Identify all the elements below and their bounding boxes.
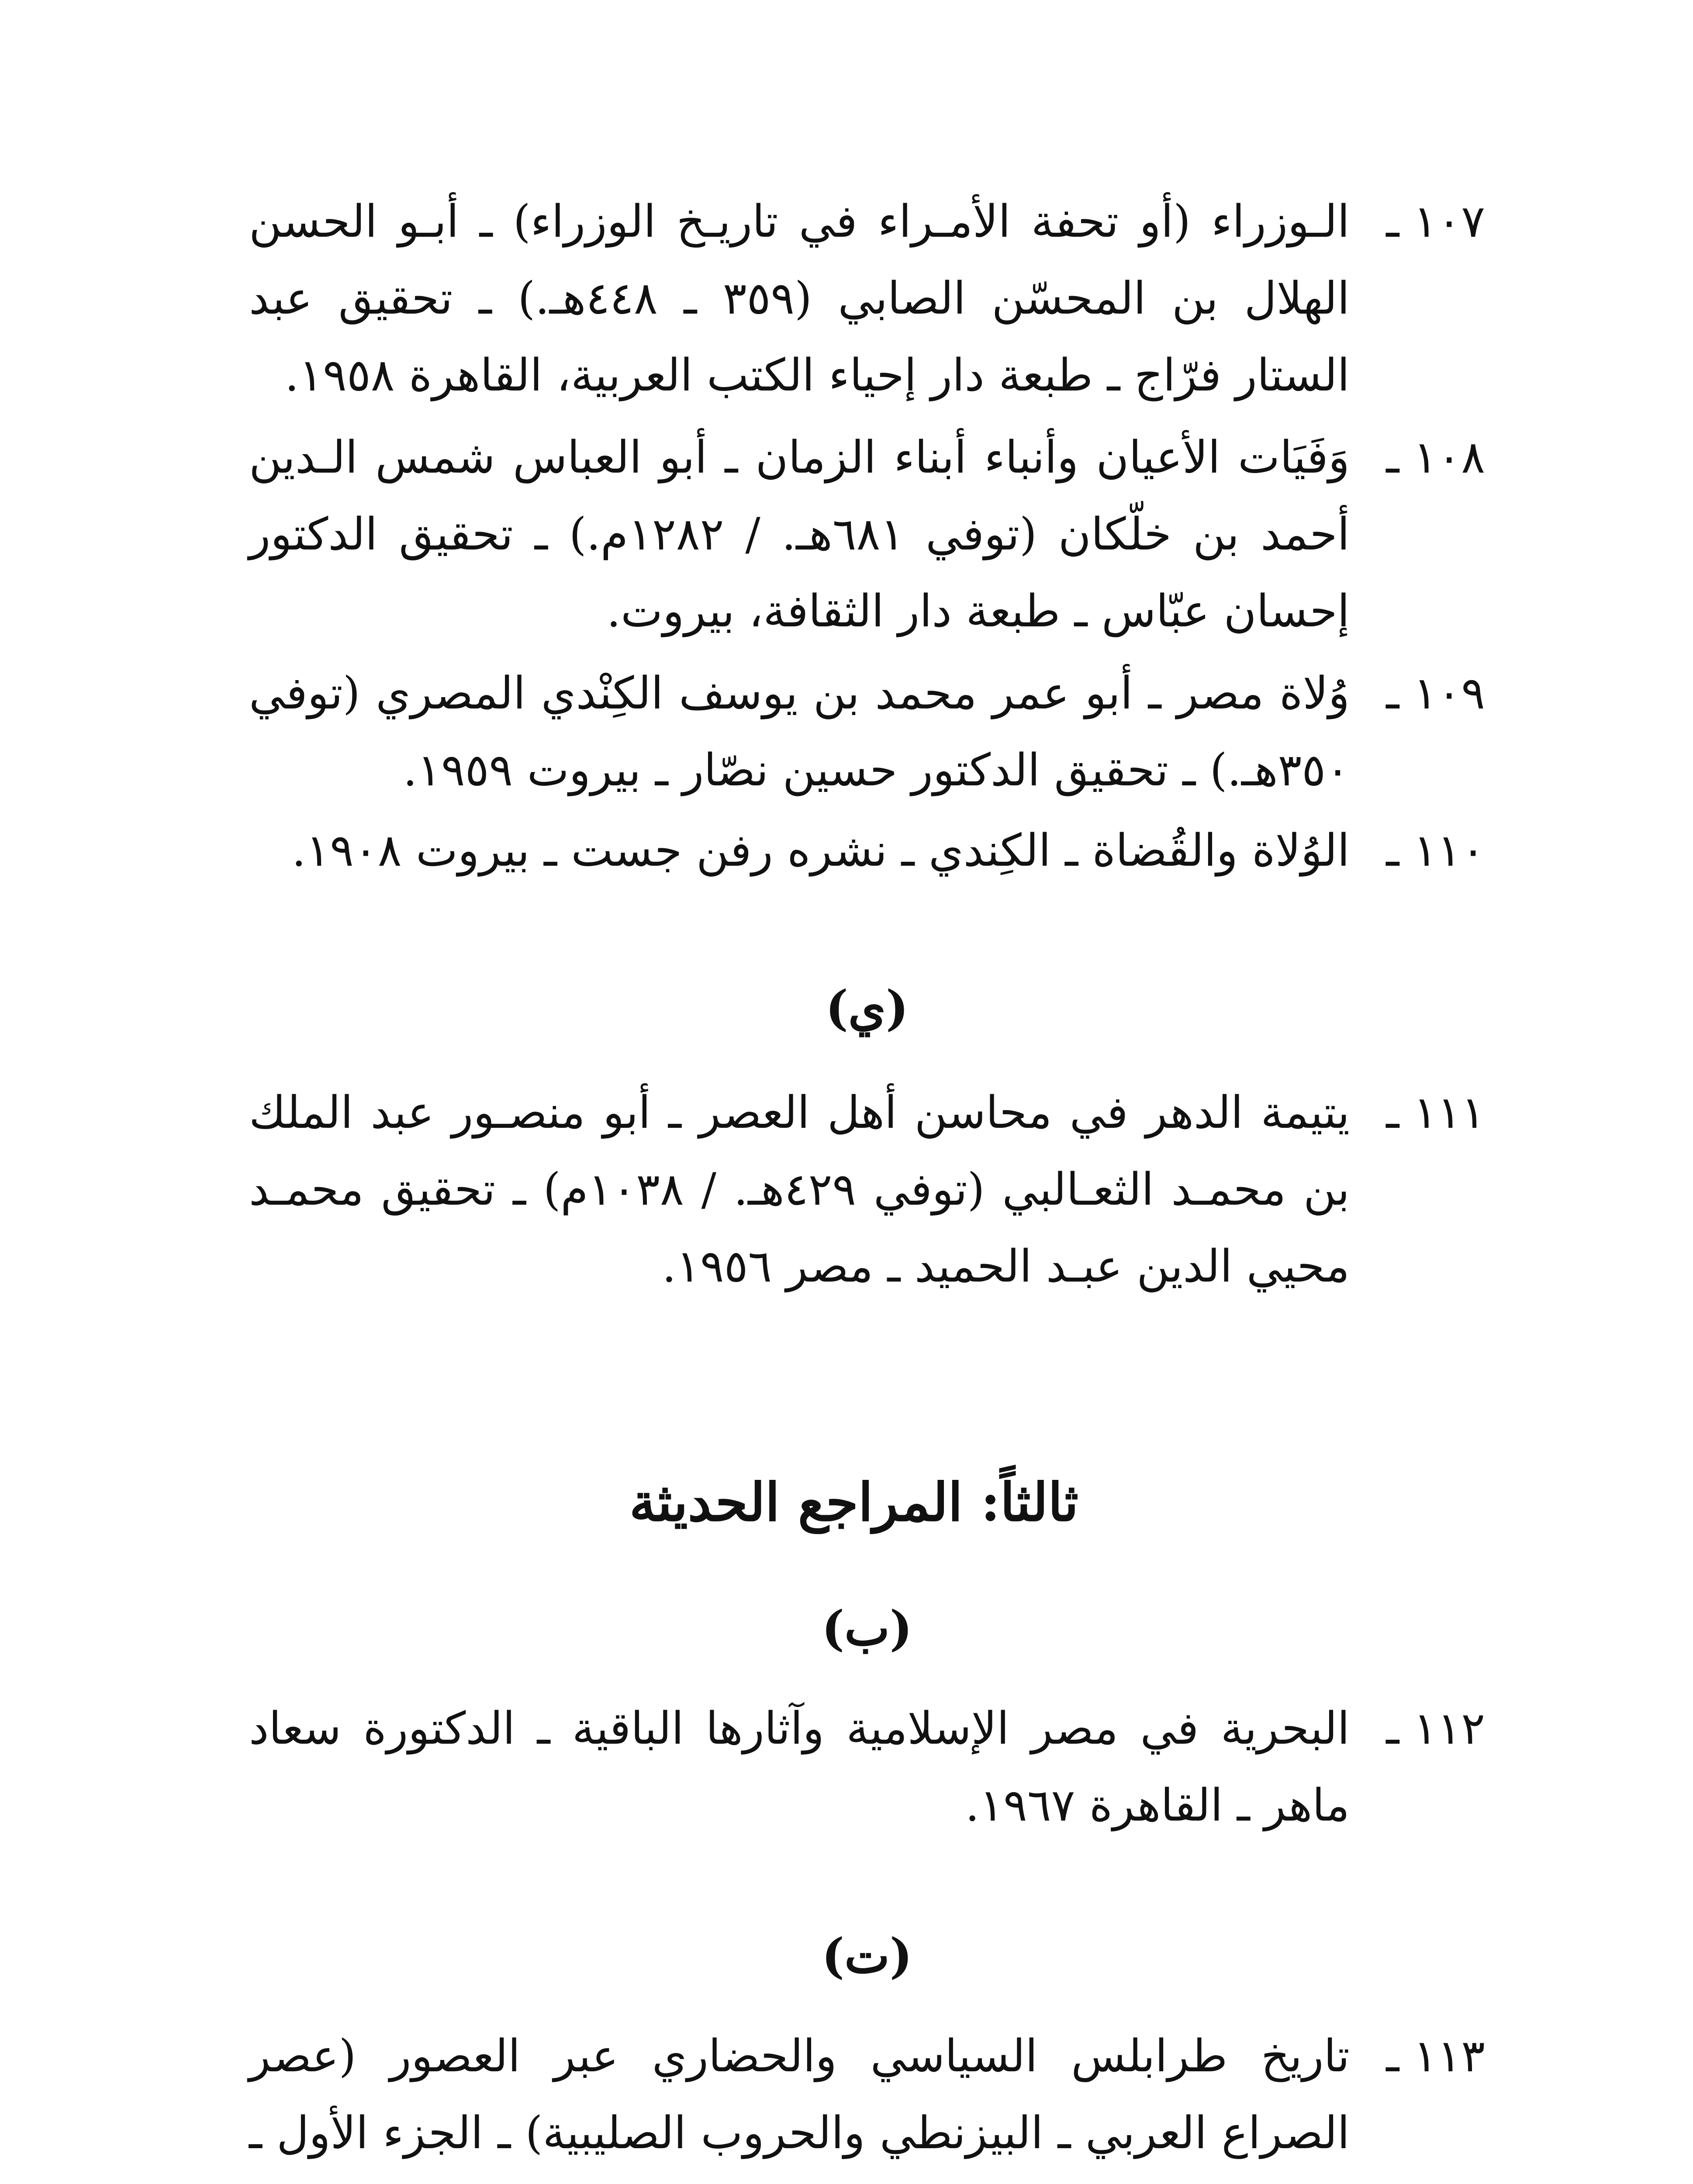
entry-number: ١٠٧ ـ — [1386, 196, 1485, 248]
entry-number: ١١١ ـ — [1386, 1087, 1485, 1139]
entry-111 — [249, 1075, 1485, 1305]
entry-number: ١٠٩ ـ — [1386, 667, 1485, 719]
entry-113 — [249, 2018, 1485, 2184]
entry-108 — [249, 419, 1485, 650]
page-content — [249, 183, 1485, 2184]
entry-text: الوُلاة والقُضاة ـ الكِندي ـ نشره رفن جست ـ بيروت ١٩٠٨. — [291, 825, 1350, 877]
entry-text: يتيمة الدهر في محاسن أهل العصر ـ أبو منصـور عبد الملك بن محمـد الثعـالبي (توفي ٤٢٩هـ. / ١٠٣٨م) ـ تحقيق محمـد محيي الدين عبـد الحميد ـ مصر ١٩٥٦. — [249, 1087, 1350, 1292]
entry-number: ١٠٨ ـ — [1386, 432, 1485, 484]
entry-text: تاريخ طرابلس السياسي والحضاري عبر العصور (عصر الصراع العربي ـ البيزنطي والحروب الصليبية) ـ الجزء الأول ـ — [249, 2030, 1350, 2159]
entry-text: البحرية في مصر الإسلامية وآثارها الباقية ـ الدكتورة سعاد ماهر ـ القاهرة ١٩٦٧. — [249, 1703, 1350, 1832]
entry-number: ١١٢ ـ — [1386, 1703, 1485, 1755]
entry-text: الـوزراء (أو تحفة الأمـراء في تاريـخ الوزراء) ـ أبـو الحسن الهلال بن المحسّن الصابي (٣٥٩ ـ ٤٤٨هـ.) ـ تحقيق عبد الستار فرّاج ـ طبعة دار إحياء الكتب العربية، القاهرة ١٩٥٨. — [249, 196, 1350, 401]
letter-heading-ya: (ي) — [825, 980, 909, 1036]
entry-text: وُلاة مصر ـ أبو عمر محمد بن يوسف الكِنْدي المصري (توفي ٣٥٠هـ.) ـ تحقيق الدكتور حسين نصّار ـ بيروت ١٩٥٩. — [249, 667, 1350, 796]
section-title: ثالثاً: المراجع الحديثة — [629, 1472, 1079, 1533]
entry-number: ١١٠ ـ — [1386, 825, 1485, 877]
entry-110 — [249, 812, 1485, 889]
entry-107 — [249, 183, 1485, 414]
letter-heading-ta: (ت) — [822, 1928, 912, 1984]
entry-109 — [249, 655, 1485, 809]
letter-heading-ba: (ب) — [822, 1600, 912, 1656]
entry-112 — [249, 1690, 1485, 1844]
entry-text: وَفَيَات الأعيان وأنباء أبناء الزمان ـ أبو العباس شمس الـدين أحمد بن خلّكان (توفي ٦٨١هـ. / ١٢٨٢م.) ـ تحقيق الدكتور إحسان عبّاس ـ طبعة دار الثقافة، بيروت. — [249, 432, 1350, 637]
entry-number: ١١٣ ـ — [1386, 2030, 1485, 2082]
